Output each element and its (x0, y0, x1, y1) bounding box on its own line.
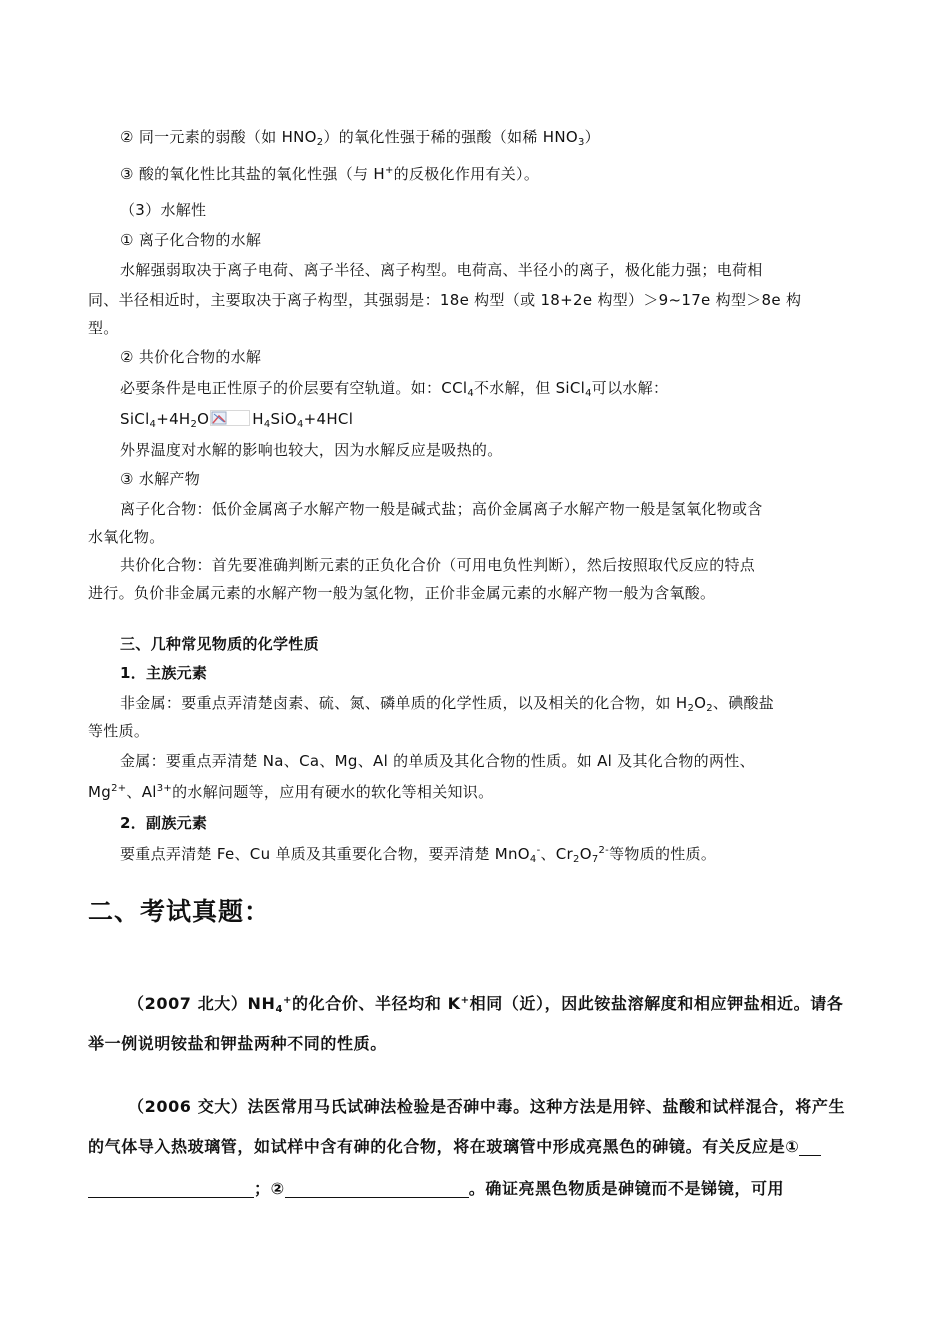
paragraph-line: 等性质。 (88, 722, 150, 740)
paragraph-line: 非金属：要重点弄清楚卤素、硫、氮、磷单质的化学性质，以及相关的化合物，如 $H_2O_2$、碘酸盐 (120, 694, 775, 714)
page-heading: 二、考试真题： (88, 897, 271, 926)
answer-blank (799, 1138, 821, 1156)
subheading: （3）水解性 (120, 201, 207, 219)
list-item: ③ 酸的氧化性比其盐的氧化性强（与 H+的反极化作用有关）。 (120, 165, 540, 183)
question-line: （2006 交大）法医常用马氏试砷法检验是否砷中毒。这种方法是用锌、盐酸和试样混合，将产生 (128, 1097, 846, 1116)
question-line: 举一例说明铵盐和钾盐两种不同的性质。 (88, 1034, 387, 1053)
section-title: 三、几种常见物质的化学性质 (120, 635, 319, 653)
answer-blank (88, 1180, 254, 1198)
paragraph-line: 必要条件是电正性原子的价层要有空轨道。如：CCl$_4$不水解，但 SiCl$_4$可以水解： (120, 379, 669, 399)
paragraph-line: $Mg^{2+}$、$Al^{3+}$的水解问题等，应用有硬水的软化等相关知识。 (88, 783, 494, 801)
list-item: ① 离子化合物的水解 (120, 231, 262, 249)
equation: $SiCl_4+4H_2O$ $H_4SiO_4+4HCl$ (120, 410, 354, 430)
paragraph-line: 要重点弄清楚 Fe、Cu 单质及其重要化合物，要弄清楚 MnO$_4$-、$Cr_2O_7^{2-}$等物质的性质。 (120, 845, 717, 865)
subheading: 2．副族元素 (120, 814, 208, 832)
question-line: 的气体导入热玻璃管，如试样中含有砷的化合物，将在玻璃管中形成亮黑色的砷镜。有关反应是① (88, 1136, 821, 1158)
list-item: ② 共价化合物的水解 (120, 348, 262, 366)
paragraph-line: 金属：要重点弄清楚 Na、Ca、Mg、Al 的单质及其化合物的性质。如 Al 及其化合物的两性、 (120, 752, 755, 770)
list-item: ③ 水解产物 (120, 470, 201, 488)
paragraph-line: 型。 (88, 319, 119, 337)
question-line: ；② 。确证亮黑色物质是砷镜而不是锑镜，可用 (88, 1178, 784, 1200)
question-line: （2007 北大）$NH_4^+$的化合价、半径均和 K+相同（近），因此铵盐溶解度和相应钾盐相近。请各 (128, 994, 844, 1015)
paragraph-line: 离子化合物：低价金属离子水解产物一般是碱式盐；高价金属离子水解产物一般是氢氧化物或含 (120, 500, 763, 518)
broken-image-icon (210, 410, 250, 426)
paragraph-line: 同、半径相近时，主要取决于离子构型，其强弱是：18e 构型（或 18+2e 构型）＞9~17e 构型＞8e 构 (88, 291, 802, 309)
paragraph-line: 共价化合物：首先要准确判断元素的正负化合价（可用电负性判断），然后按照取代反应的特点 (120, 556, 756, 574)
paragraph-line: 外界温度对水解的影响也较大，因为水解反应是吸热的。 (120, 441, 503, 459)
paragraph-line: 水氧化物。 (88, 528, 165, 546)
subheading: 1．主族元素 (120, 664, 208, 682)
list-item: ② 同一元素的弱酸（如 $HNO_2$）的氧化性强于稀的强酸（如稀 $HNO_3$） (120, 128, 600, 148)
paragraph-line: 水解强弱取决于离子电荷、离子半径、离子构型。电荷高、半径小的离子，极化能力强；电荷相 (120, 261, 763, 279)
answer-blank (285, 1180, 469, 1198)
paragraph-line: 进行。负价非金属元素的水解产物一般为氢化物，正价非金属元素的水解产物一般为含氧酸。 (88, 584, 716, 602)
